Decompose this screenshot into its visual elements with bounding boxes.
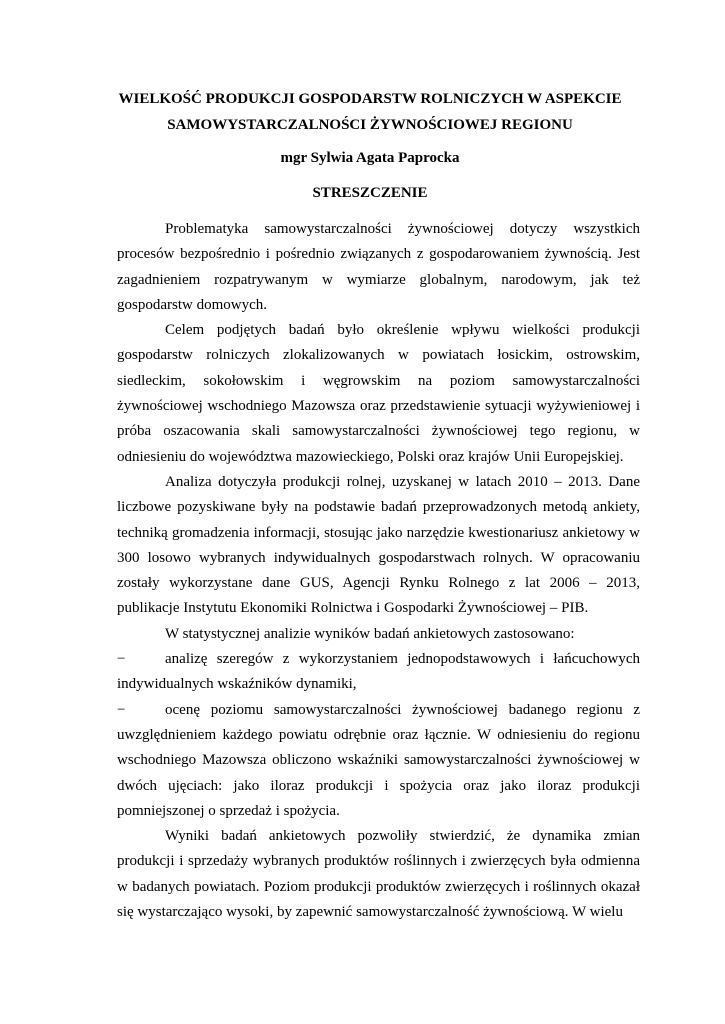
list-dash: − (117, 701, 126, 718)
paragraph-1: Problematyka samowystarczalności żywnościowej dotyczy wszystkich procesów bezpośrednio i pośrednio związanych z gospodarowaniem żywnością. Jest zagadnieniem rozpatrywanym w wymiarze globalnym, narodowym, jak też gospodarstw domowych. (117, 221, 640, 313)
paragraph-4: W statystycznej analizie wyników badań ankietowych zastosowano: (165, 625, 575, 642)
abstract-body (117, 217, 640, 925)
section-heading: STRESZCZENIE (312, 185, 428, 201)
paragraph-5: Wyniki badań ankietowych pozwoliły stwierdzić, że dynamika zmian produkcji i sprzedaży wybranych produktów roślinnych i zwierzęcych była odmienna w badanych powiatach. Poziom produkcji produktów zwierzęcych i roślinnych okazał się wystarczająco wysoki, by zapewnić samowystarczalność żywnościową. W wielu (117, 828, 640, 921)
paragraph-2: Celem podjętych badań było określenie wpływu wielkości produkcji gospodarstw rolniczych zlokalizowanych w powiatach łosickim, ostrowskim, siedleckim, sokołowskim i węgrowskim na poziom samowystarczalności żywnościowej wschodniego Mazowsza oraz przedstawienie sytuacji wyżywieniowej i próba oszacowania skali samowystarczalności żywnościowej tego regionu, w odniesieniu do województwa mazowieckiego, Polski oraz krajów Unii Europejskiej. (117, 322, 640, 465)
list-item (117, 698, 640, 824)
list-dash: − (117, 651, 126, 668)
author-name: mgr Sylwia Agata Paprocka (280, 150, 460, 166)
list-item-text: analizę szeregów z wykorzystaniem jednopodstawowych i łańcuchowych indywidualnych wskaźników dynamiki, (117, 651, 640, 693)
paragraph-3: Analiza dotyczyła produkcji rolnej, uzyskanej w latach 2010 – 2013. Dane liczbowe pozyskiwane były na podstawie badań przeprowadzonych metodą ankiety, techniką gromadzenia informacji, stosując jako narzędzie kwestionariusz ankietowy w 300 losowo wybranych indywidualnych gospodarstwach rolnych. W opracowaniu zostały wykorzystane dane GUS, Agencji Rynku Rolnego z lat 2006 – 2013, publikacje Instytutu Ekonomiki Rolnictwa i Gospodarki Żywnościowej – PIB. (117, 473, 640, 617)
title-line-1: WIELKOŚĆ PRODUKCJI GOSPODARSTW ROLNICZYCH W ASPEKCIE (118, 91, 622, 107)
list-item-text: ocenę poziomu samowystarczalności żywnościowej badanego regionu z uwzględnieniem każdego powiatu odrębnie oraz łącznie. W odniesieniu do regionu wschodniego Mazowsza obliczono wskaźniki samowystarczalności żywnościowej w dwóch ujęciach: jako iloraz produkcji i spożycia oraz jako iloraz produkcji pomniejszonej o sprzedaż i spożycia. (117, 701, 640, 819)
document-title (100, 86, 640, 138)
title-line-2: SAMOWYSTARCZALNOŚCI ŻYWNOŚCIOWEJ REGIONU (167, 117, 573, 133)
list-item (117, 647, 640, 698)
